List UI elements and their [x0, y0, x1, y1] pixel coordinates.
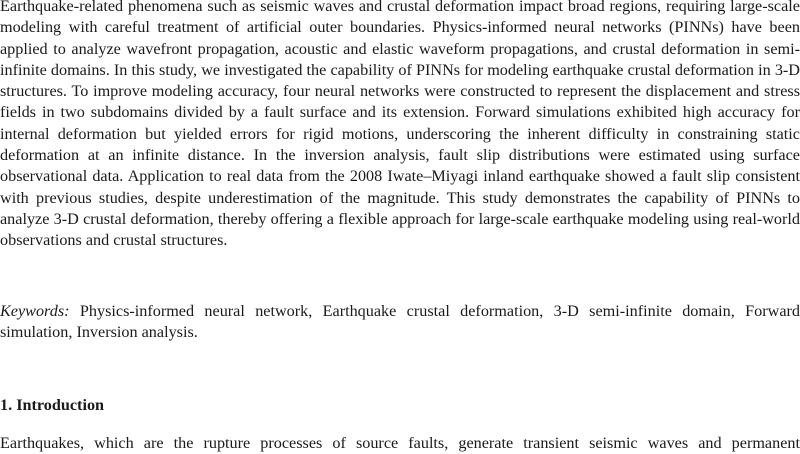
keywords-paragraph — [0, 301, 800, 344]
abstract-paragraph: Earthquake-related phenomena such as seismic waves and crustal deformation impact broad regions, requiring large-scale modeling with careful treatment of artificial outer boundaries. Physics-informed neural networks (PINNs) have been applied to analyze wavefront propagation, acoustic and elastic waveform propagations, and crustal deformation in semi-infinite domains. In this study, we investigated the capability of PINNs for modeling earthquake crustal deformation in 3-D structures. To improve modeling accuracy, four neural networks were constructed to represent the displacement and stress fields in two subdomains divided by a fault surface and its extension. Forward simulations exhibited high accuracy for internal deformation but yielded errors for rigid motions, underscoring the inherent difficulty in constraining static deformation at an infinite distance. In the inversion analysis, fault slip distributions were estimated using surface observational data. Application to real data from the 2008 Iwate–Miyagi inland earthquake showed a fault slip consistent with previous studies, despite underestimation of the magnitude. This study demonstrates the capability of PINNs to analyze 3-D crustal deformation, thereby offering a flexible approach for large-scale earthquake modeling using real-world observations and crustal structures. — [0, 0, 800, 250]
keywords-label: Keywords: — [0, 302, 70, 320]
section-heading-introduction: 1. Introduction — [0, 396, 105, 414]
introduction-paragraph: Earthquakes, which are the rupture processes of source faults, generate transient seismic waves and permanent — [0, 434, 800, 452]
keywords-list: Physics-informed neural network, Earthquake crustal deformation, 3-D semi-infinite domain, Forward simulation, Inversion analysis. — [0, 302, 800, 342]
